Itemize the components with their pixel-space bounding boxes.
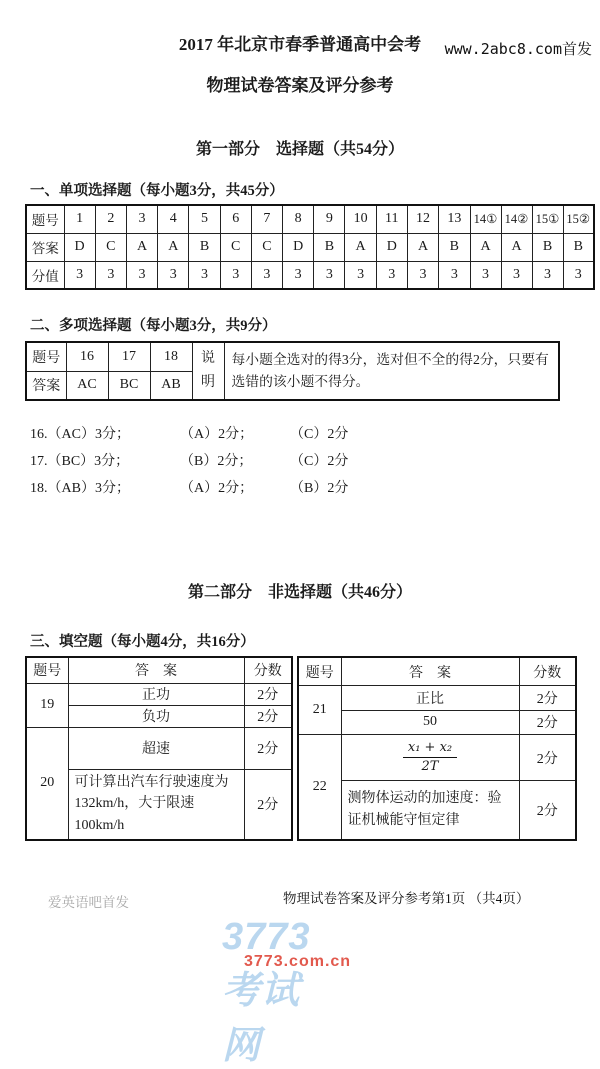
answer-cell: 测物体运动的加速度：验证机械能守恒定律 xyxy=(341,781,519,840)
score-cell: 3 xyxy=(189,261,220,289)
partial-credit: （C）2分 xyxy=(290,454,349,469)
score-cell: 3 xyxy=(126,261,157,289)
score-cell: 3 xyxy=(563,261,594,289)
score-cell: 2分 xyxy=(244,705,292,727)
qnum-cell: 15① xyxy=(532,205,563,233)
answer-cell: B xyxy=(189,233,220,261)
qnum-cell: 18 xyxy=(150,342,192,371)
qnum-cell: 10 xyxy=(345,205,376,233)
question-number: 19 xyxy=(26,683,68,727)
question-number-row xyxy=(26,205,594,233)
watermark-logo-text: 3773考试网 xyxy=(222,916,311,1067)
answer-cell: C xyxy=(220,233,251,261)
score-cell: 3 xyxy=(251,261,282,289)
qnum-cell: 16 xyxy=(66,342,108,371)
qnum-cell: 15② xyxy=(563,205,594,233)
score-cell: 2分 xyxy=(244,769,292,840)
score-cell: 3 xyxy=(64,261,95,289)
answer-cell: D xyxy=(64,233,95,261)
row-label: 题号 xyxy=(26,205,64,233)
qnum-cell: 6 xyxy=(220,205,251,233)
answer-cell: B xyxy=(532,233,563,261)
question-number-row xyxy=(26,342,559,371)
qnum-cell: 9 xyxy=(314,205,345,233)
partial-credit: （B）2分； xyxy=(180,454,253,469)
watermark-url-text: 3773.com.cn xyxy=(244,953,352,970)
qnum-cell: 17 xyxy=(108,342,150,371)
answer-cell: AC xyxy=(66,371,108,400)
qnum-cell: 8 xyxy=(283,205,314,233)
answer-cell: 50 xyxy=(341,710,519,734)
answer-cell: 可计算出汽车行驶速度为132km/h，大于限速100km/h xyxy=(68,769,244,840)
partial-credit: （C）2分 xyxy=(290,427,349,442)
document-subtitle: 物理试卷答案及评分参考 xyxy=(206,76,394,95)
site-url-note: www.2abc8.com首发 xyxy=(444,40,592,58)
col-header: 题号 xyxy=(298,657,341,686)
answer-cell: A xyxy=(470,233,501,261)
score-cell: 2分 xyxy=(244,683,292,705)
page xyxy=(0,34,600,1067)
answer-cell-fraction xyxy=(341,734,519,780)
table-row xyxy=(298,734,576,780)
answer-cell: D xyxy=(376,233,407,261)
partial-credit: （B）2分 xyxy=(290,481,349,496)
answer-cell: BC xyxy=(108,371,150,400)
score-cell: 3 xyxy=(314,261,345,289)
score-cell: 2分 xyxy=(519,734,576,780)
scoring-rule-16 xyxy=(30,421,600,448)
answer-cell: A xyxy=(158,233,189,261)
table-row xyxy=(298,686,576,710)
col-header: 题号 xyxy=(26,657,68,683)
col-header: 答 案 xyxy=(341,657,519,686)
score-cell: 3 xyxy=(501,261,532,289)
question-number: 21 xyxy=(298,686,341,735)
answer-cell: A xyxy=(345,233,376,261)
table-row xyxy=(26,727,292,769)
score-cell: 3 xyxy=(345,261,376,289)
question-number: 22 xyxy=(298,734,341,839)
score-cell: 3 xyxy=(439,261,470,289)
answer-cell: 正功 xyxy=(68,683,244,705)
document-title: 2017 年北京市春季普通高中会考 xyxy=(178,35,422,54)
table-row xyxy=(26,683,292,705)
score-cell: 2分 xyxy=(519,686,576,710)
score-cell: 2分 xyxy=(519,781,576,840)
fraction-numerator: x₁ + x₂ xyxy=(403,740,457,758)
answer-cell: A xyxy=(126,233,157,261)
section1-heading: 一、单项选择题（每小题3分，共45分） xyxy=(30,183,284,199)
score-cell: 3 xyxy=(532,261,563,289)
row-label: 答案 xyxy=(26,233,64,261)
part1-heading: 第一部分 选择题（共54分） xyxy=(195,141,404,158)
answer-cell: B xyxy=(439,233,470,261)
section3-heading: 三、填空题（每小题4分，共16分） xyxy=(30,634,255,650)
score-cell: 3 xyxy=(470,261,501,289)
fraction-denominator: 2T xyxy=(421,759,439,775)
full-credit: 17.（BC）3分； xyxy=(30,454,130,469)
multi-choice-scoring-list xyxy=(30,421,600,502)
score-cell: 2分 xyxy=(244,727,292,769)
full-credit: 16.（AC）3分； xyxy=(30,427,130,442)
answer-cell: B xyxy=(314,233,345,261)
col-header: 答 案 xyxy=(68,657,244,683)
partial-credit: （A）2分； xyxy=(180,481,254,496)
col-header: 分数 xyxy=(244,657,292,683)
score-cell: 3 xyxy=(376,261,407,289)
qnum-cell: 4 xyxy=(158,205,189,233)
answer-row xyxy=(26,233,594,261)
qnum-cell: 5 xyxy=(189,205,220,233)
row-label: 答案 xyxy=(26,371,66,400)
qnum-cell: 2 xyxy=(95,205,126,233)
score-cell: 3 xyxy=(220,261,251,289)
scoring-rule-18 xyxy=(30,475,600,502)
col-header: 分数 xyxy=(519,657,576,686)
fill-blank-table-left xyxy=(25,656,293,841)
score-cell: 2分 xyxy=(519,710,576,734)
header-row xyxy=(298,657,576,686)
fill-blank-tables xyxy=(25,656,600,841)
fraction xyxy=(403,740,457,776)
question-number: 20 xyxy=(26,727,68,840)
answer-cell: A xyxy=(501,233,532,261)
part2-heading: 第二部分 非选择题（共46分） xyxy=(187,584,412,601)
qnum-cell: 14① xyxy=(470,205,501,233)
scoring-rule-17 xyxy=(30,448,600,475)
multi-choice-answer-table xyxy=(25,341,560,401)
qnum-cell: 13 xyxy=(439,205,470,233)
score-cell: 3 xyxy=(407,261,438,289)
answer-cell: C xyxy=(95,233,126,261)
footer-source-note: 爱英语吧首发 xyxy=(48,895,129,910)
fill-blank-table-right xyxy=(297,656,577,841)
page-footer xyxy=(0,887,600,911)
qnum-cell: 3 xyxy=(126,205,157,233)
qnum-cell: 7 xyxy=(251,205,282,233)
section2-heading: 二、多项选择题（每小题3分，共9分） xyxy=(30,318,277,334)
scoring-note: 每小题全选对的得3分，选对但不全的得2分，只要有选错的该小题不得分。 xyxy=(224,342,559,400)
answer-cell: 超速 xyxy=(68,727,244,769)
qnum-cell: 11 xyxy=(376,205,407,233)
header-row xyxy=(26,657,292,683)
answer-cell: A xyxy=(407,233,438,261)
score-cell: 3 xyxy=(283,261,314,289)
full-credit: 18.（AB）3分； xyxy=(30,481,130,496)
footer-page-number: 物理试卷答案及评分参考第1页 （共4页） xyxy=(283,891,530,906)
qnum-cell: 14② xyxy=(501,205,532,233)
note-label: 说明 xyxy=(200,351,215,390)
answer-cell: 负功 xyxy=(68,705,244,727)
score-cell: 3 xyxy=(95,261,126,289)
row-label: 题号 xyxy=(26,342,66,371)
note-label-cell xyxy=(192,342,224,400)
qnum-cell: 1 xyxy=(64,205,95,233)
score-cell: 3 xyxy=(158,261,189,289)
answer-cell: 正比 xyxy=(341,686,519,710)
single-choice-answer-table xyxy=(25,204,595,290)
score-row xyxy=(26,261,594,289)
answer-cell: B xyxy=(563,233,594,261)
answer-cell: D xyxy=(283,233,314,261)
partial-credit: （A）2分； xyxy=(180,427,254,442)
answer-cell: AB xyxy=(150,371,192,400)
answer-cell: C xyxy=(251,233,282,261)
qnum-cell: 12 xyxy=(407,205,438,233)
row-label: 分值 xyxy=(26,261,64,289)
